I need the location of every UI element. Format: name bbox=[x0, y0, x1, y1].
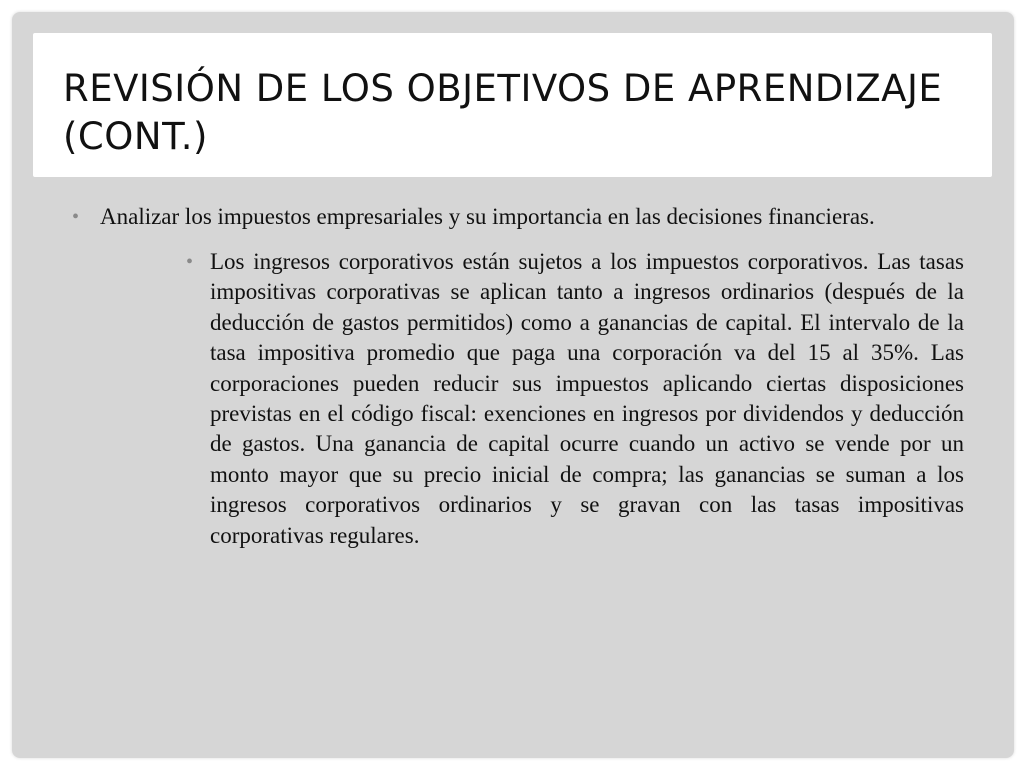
bullet-dot-icon: • bbox=[72, 206, 80, 228]
slide-content bbox=[72, 202, 964, 551]
bullet-text: Analizar los impuestos empresariales y su importancia en las decisiones financieras. bbox=[100, 204, 875, 229]
title-box bbox=[33, 33, 992, 177]
slide-title: REVISIÓN DE LOS OBJETIVOS DE APRENDIZAJE (CONT.) bbox=[63, 67, 943, 158]
slide bbox=[12, 12, 1014, 758]
sub-bullet-item bbox=[186, 247, 964, 551]
bullet-item bbox=[72, 202, 964, 232]
sub-bullet-dot-icon: • bbox=[186, 251, 194, 273]
sub-bullet-text: Los ingresos corporativos están sujetos a los impuestos corporativos. Las tasas impositivas corporativas se aplican tanto a ingresos ordinarios (después de la deducción de gastos permitidos) como a ganancias de capital. El intervalo de la tasa impositiva promedio que paga una corporación va del 15 al 35%. Las corporaciones pueden reducir sus impuestos aplicando ciertas disposiciones previstas en el código fiscal: exenciones en ingresos por dividendos y deducción de gastos. Una ganancia de capital ocurre cuando un activo se vende por un monto mayor que su precio inicial de compra; las ganancias se suman a los ingresos corporativos ordinarios y se gravan con las tasas impositivas corporativas regulares. bbox=[210, 249, 964, 548]
